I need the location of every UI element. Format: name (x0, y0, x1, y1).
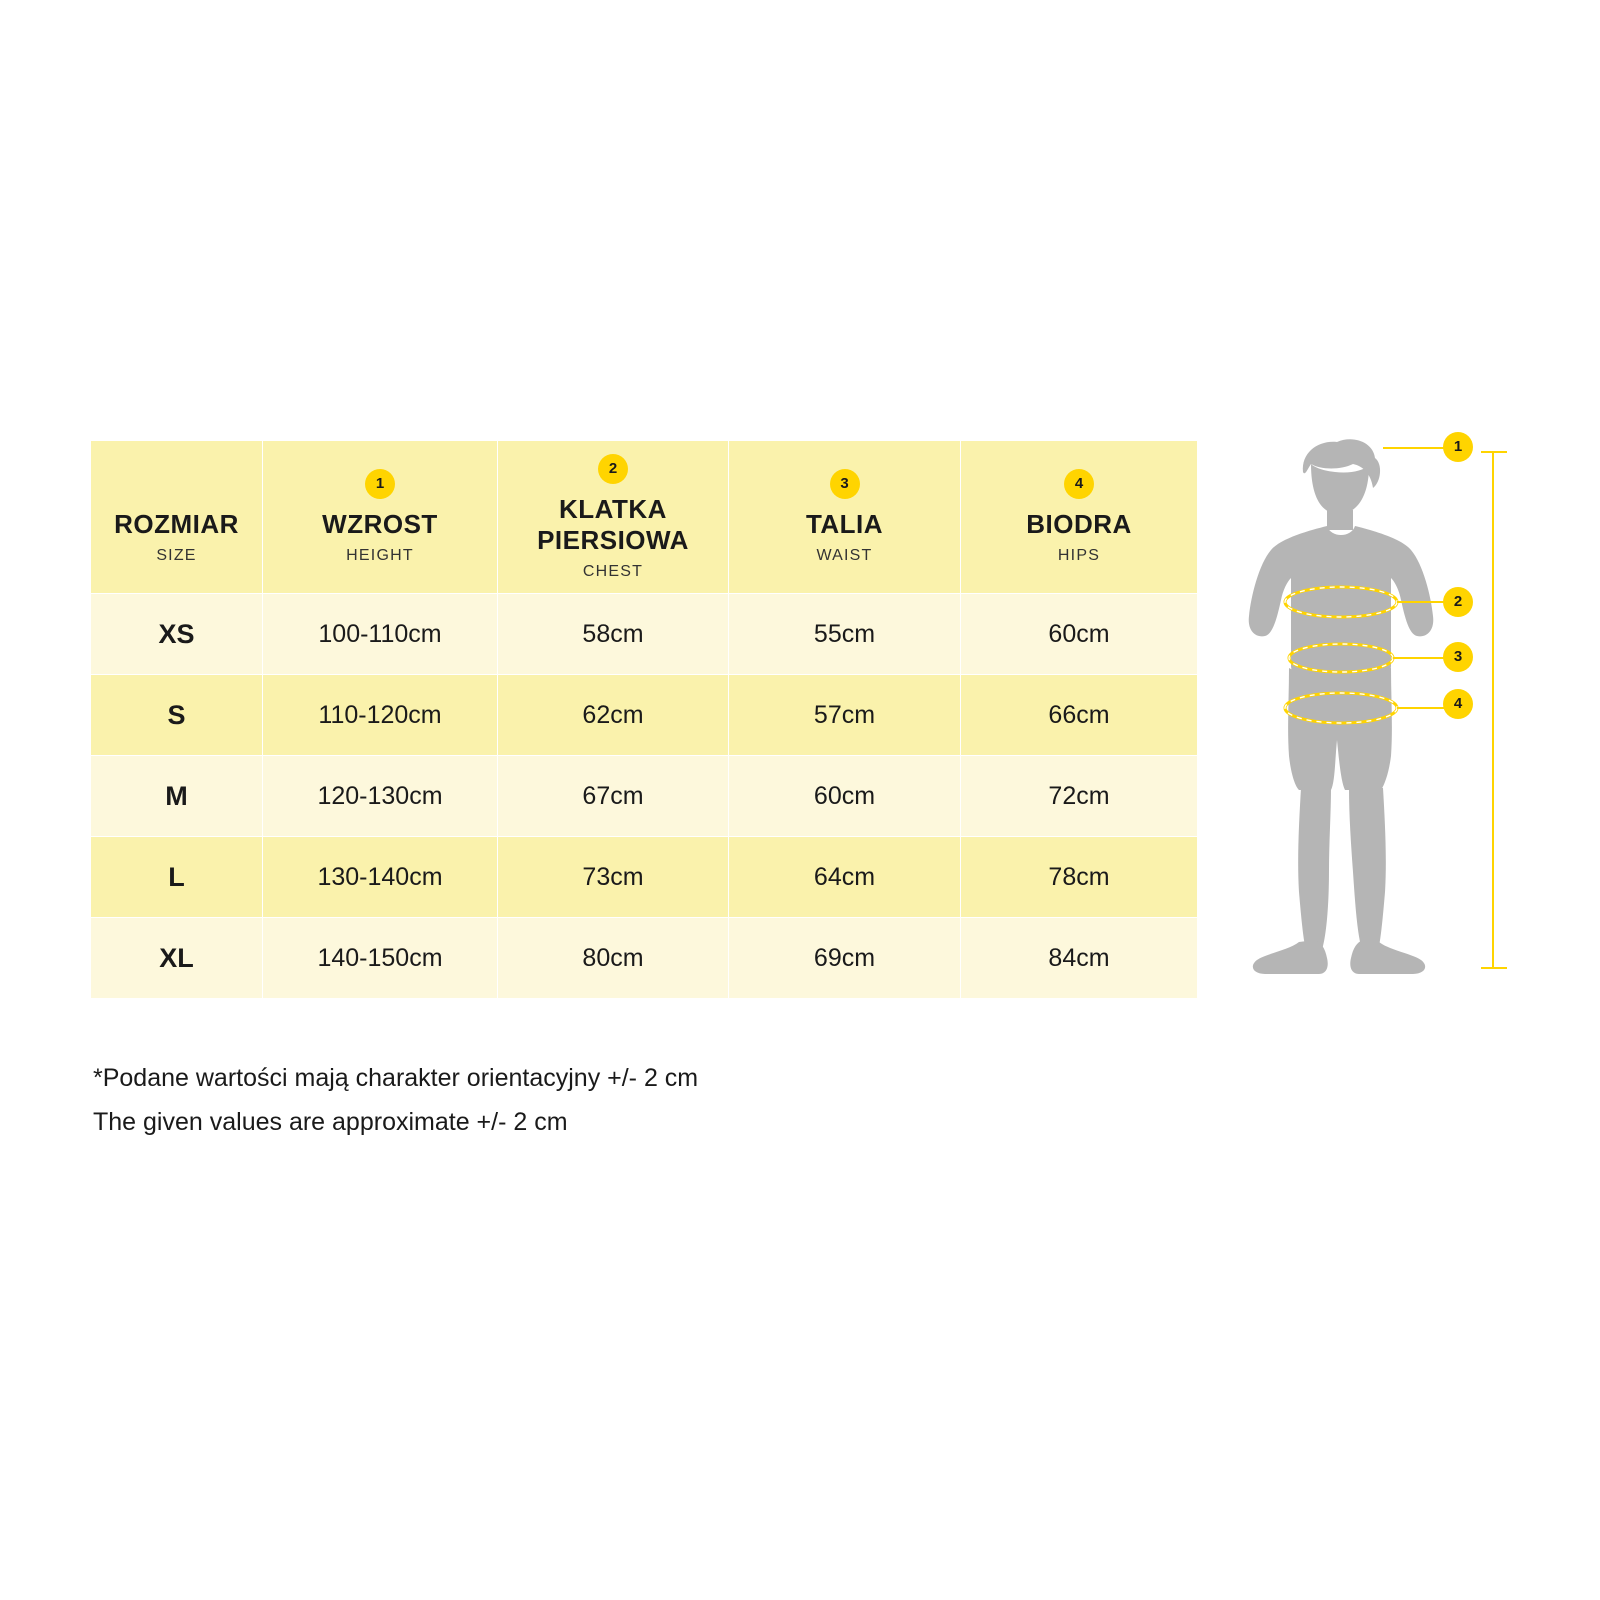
table-row (91, 594, 1198, 675)
col-header-hips-en: HIPS (1057, 547, 1101, 564)
table-header-row (91, 441, 1198, 594)
cell-hips: 60cm (961, 594, 1198, 675)
cell-height: 130-140cm (263, 837, 498, 918)
figure-badge-3: 3 (1443, 642, 1473, 672)
badge-3-icon: 3 (830, 469, 860, 499)
cell-size: S (91, 675, 263, 756)
cell-chest: 73cm (498, 837, 729, 918)
col-header-height-pl: WZROST (322, 509, 438, 539)
cell-chest: 58cm (498, 594, 729, 675)
figure-badge-1: 1 (1443, 432, 1473, 462)
measurement-figure (1215, 430, 1545, 1010)
child-silhouette-icon (1215, 430, 1545, 1010)
col-header-hips (961, 441, 1198, 594)
col-header-height (263, 441, 498, 594)
table-body (91, 594, 1198, 999)
table-header (91, 441, 1198, 594)
cell-waist: 57cm (729, 675, 961, 756)
col-header-chest-pl: KLATKA PIERSIOWA (537, 493, 689, 555)
table-row (91, 675, 1198, 756)
cell-waist: 60cm (729, 756, 961, 837)
size-table (90, 440, 1198, 999)
cell-hips: 84cm (961, 918, 1198, 999)
cell-waist: 64cm (729, 837, 961, 918)
cell-hips: 78cm (961, 837, 1198, 918)
note-line-en: The given values are approximate +/- 2 cm (93, 1108, 568, 1136)
note-line-pl: *Podane wartości mają charakter orientacyjny +/- 2 cm (93, 1064, 699, 1092)
col-header-size-pl: ROZMIAR (114, 509, 239, 539)
cell-hips: 72cm (961, 756, 1198, 837)
cell-height: 110-120cm (263, 675, 498, 756)
table-row (91, 756, 1198, 837)
cell-height: 140-150cm (263, 918, 498, 999)
table-row (91, 837, 1198, 918)
figure-badge-4: 4 (1443, 689, 1473, 719)
cell-chest: 67cm (498, 756, 729, 837)
cell-waist: 69cm (729, 918, 961, 999)
col-header-chest-en: CHEST (582, 562, 644, 580)
notes-block (93, 1056, 1093, 1144)
cell-height: 100-110cm (263, 594, 498, 675)
cell-chest: 62cm (498, 675, 729, 756)
col-header-size (91, 441, 263, 594)
col-header-height-en: HEIGHT (346, 547, 414, 564)
col-header-hips-pl: BIODRA (1026, 509, 1132, 539)
cell-size: M (91, 756, 263, 837)
cell-height: 120-130cm (263, 756, 498, 837)
col-header-waist-en: WAIST (816, 547, 873, 564)
cell-hips: 66cm (961, 675, 1198, 756)
table-row (91, 918, 1198, 999)
col-header-size-en: SIZE (156, 547, 197, 564)
badge-placeholder (91, 469, 262, 509)
col-header-chest (498, 441, 729, 594)
badge-2-icon: 2 (598, 454, 628, 484)
cell-waist: 55cm (729, 594, 961, 675)
figure-badge-2: 2 (1443, 587, 1473, 617)
col-header-waist (729, 441, 961, 594)
cell-size: XL (91, 918, 263, 999)
badge-1-icon: 1 (365, 469, 395, 499)
col-header-waist-pl: TALIA (805, 509, 884, 539)
badge-4-icon: 4 (1064, 469, 1094, 499)
cell-size: L (91, 837, 263, 918)
cell-size: XS (91, 594, 263, 675)
cell-chest: 80cm (498, 918, 729, 999)
